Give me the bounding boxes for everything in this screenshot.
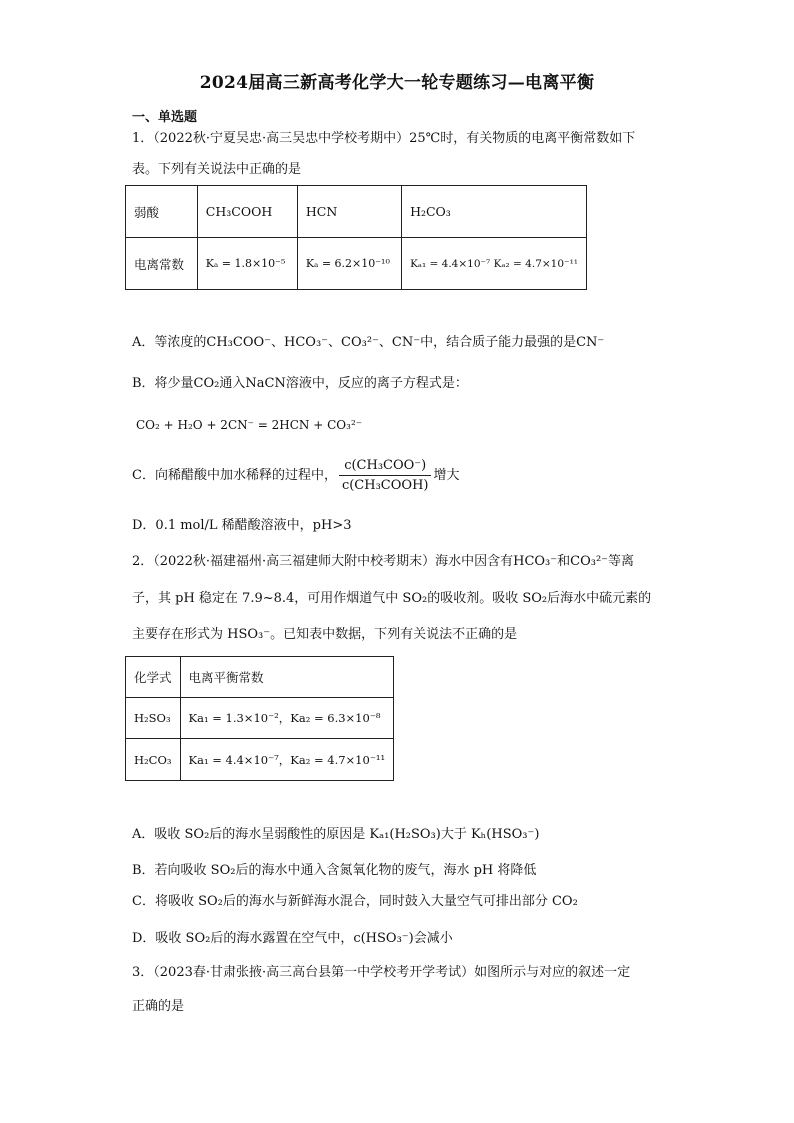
q2-table-header: 电离平衡常数 (180, 657, 394, 698)
q1-stem-line2: 表。下列有关说法中正确的是 (132, 162, 302, 177)
q2-constants-table (125, 656, 394, 781)
q1-option-c-suffix: 增大 (433, 468, 460, 483)
q1-option-d: D．0.1 mol/L 稀醋酸溶液中，pH>3 (132, 518, 352, 533)
q2-stem-line1: 2．（2022秋·福建福州·高三福建师大附中校考期末）海水中因含有HCO₃⁻和CO₃²⁻等离 (132, 554, 635, 569)
q1-table-cell: Kₐ₁ = 4.4×10⁻⁷ Kₐ₂ = 4.7×10⁻¹¹ (402, 238, 587, 290)
q1-table-cell: 电离常数 (126, 238, 198, 290)
q2-table-cell: H₂SO₃ (126, 698, 181, 739)
q2-table-cell: Ka₁ = 1.3×10⁻²，Ka₂ = 6.3×10⁻⁸ (180, 698, 394, 739)
q1-table-cell: 弱酸 (126, 186, 198, 238)
q2-table-header: 化学式 (126, 657, 181, 698)
q2-option-d: D．吸收 SO₂后的海水露置在空气中，c(HSO₃⁻)会减小 (132, 931, 453, 946)
q1-option-b-equation: CO₂ + H₂O + 2CN⁻ = 2HCN + CO₃²⁻ (136, 418, 363, 432)
q1-table-cell: H₂CO₃ (402, 186, 587, 238)
section-heading: 一、单选题 (132, 110, 198, 125)
q1-option-c-text: C．向稀醋酸中加水稀释的过程中， (132, 468, 337, 483)
q2-table-cell: Ka₁ = 4.4×10⁻⁷，Ka₂ = 4.7×10⁻¹¹ (180, 739, 394, 781)
q1-constants-table (125, 185, 587, 290)
q1-table-cell: CH₃COOH (197, 186, 297, 238)
q1-option-a: A．等浓度的CH₃COO⁻、HCO₃⁻、CO₃²⁻、CN⁻中，结合质子能力最强的是CN⁻ (132, 335, 605, 350)
q2-option-b: B．若向吸收 SO₂后的海水中通入含氮氧化物的废气，海水 pH 将降低 (132, 863, 537, 878)
q2-table-cell: H₂CO₃ (126, 739, 181, 781)
q2-option-c: C．将吸收 SO₂后的海水与新鲜海水混合，同时鼓入大量空气可排出部分 CO₂ (132, 894, 578, 909)
document-title: 2024届高三新高考化学大一轮专题练习—电离平衡 (199, 73, 595, 93)
q1-table-cell: HCN (297, 186, 401, 238)
fraction-denominator: c(CH₃COOH) (341, 478, 429, 493)
q1-stem-line1: 1．（2022秋·宁夏吴忠·高三吴忠中学校考期中）25℃时，有关物质的电离平衡常数如下 (132, 131, 636, 146)
q1-option-c (132, 454, 460, 498)
q1-option-b: B．将少量CO₂通入NaCN溶液中，反应的离子方程式是： (132, 376, 468, 391)
q2-stem-line2: 子，其 pH 稳定在 7.9~8.4，可用作烟道气中 SO₂的吸收剂。吸收 SO₂后海水中硫元素的 (132, 591, 652, 606)
q1-table-cell: Kₐ = 6.2×10⁻¹⁰ (297, 238, 401, 290)
q2-option-a: A．吸收 SO₂后的海水呈弱酸性的原因是 Kₐ₁(H₂SO₃)大于 Kₕ(HSO₃⁻) (132, 827, 540, 842)
q1-option-c-fraction (339, 457, 432, 494)
fraction-numerator: c(CH₃COO⁻) (339, 457, 432, 476)
q1-table-cell: Kₐ = 1.8×10⁻⁵ (197, 238, 297, 290)
q3-stem-line1: 3．（2023春·甘肃张掖·高三高台县第一中学校考开学考试）如图所示与对应的叙述一定 (132, 965, 631, 980)
q3-stem-line2: 正确的是 (132, 999, 185, 1014)
q2-stem-line3: 主要存在形式为 HSO₃⁻。已知表中数据，下列有关说法不正确的是 (132, 627, 518, 642)
